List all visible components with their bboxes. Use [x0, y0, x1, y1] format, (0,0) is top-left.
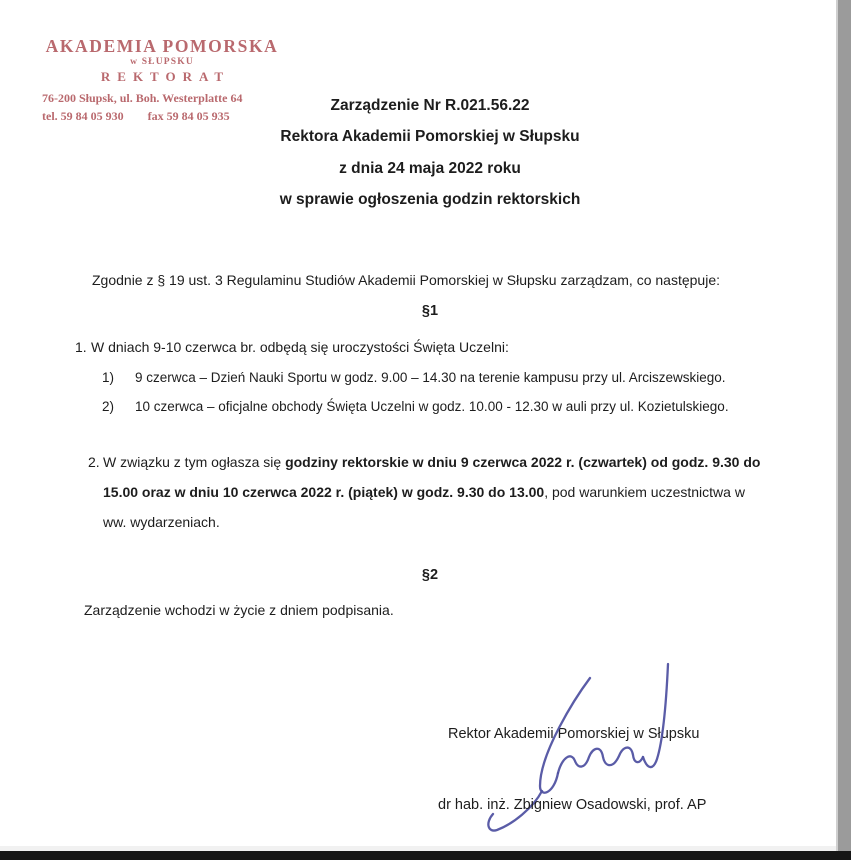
- item2-line2-bold: 15.00 oraz w dniu 10 czerwca 2022 r. (piątek) w godz. 9.30 do 13.00: [103, 484, 545, 500]
- item1-text: W dniach 9-10 czerwca br. odbędą się uroczystości Święta Uczelni:: [91, 339, 509, 355]
- viewer-bottom-bar: [0, 851, 851, 860]
- item2-number: 2.: [88, 454, 100, 470]
- letterhead-address: 76-200 Słupsk, ul. Boh. Westerplatte 64: [42, 91, 243, 105]
- subitem2-number: 2): [102, 399, 115, 414]
- subitem1-text: 9 czerwca – Dzień Nauki Sportu w godz. 9.00 – 14.30 na terenie kampusu przy ul. Arciszewskiego.: [135, 370, 726, 385]
- section2-heading: §2: [421, 567, 439, 583]
- item1-number: 1.: [75, 339, 87, 355]
- document-title: [0, 90, 851, 216]
- signatory-name: dr hab. inż. Zbigniew Osadowski, prof. AP: [438, 797, 707, 813]
- subitem1-number: 1): [102, 370, 115, 385]
- item2-line1-bold: godziny rektorskie w dniu 9 czerwca 2022 r. (czwartek) od godz. 9.30 do: [285, 454, 761, 470]
- letterhead-tel: tel. 59 84 05 930: [42, 109, 124, 123]
- letterhead-fax: fax 59 84 05 935: [147, 109, 230, 123]
- letterhead-university-name: AKADEMIA POMORSKA: [45, 36, 279, 56]
- item2-line2-regular: , pod warunkiem uczestnictwa w: [544, 484, 745, 500]
- letterhead-office: REKTORAT: [100, 69, 231, 84]
- letterhead-city: w SŁUPSKU: [130, 57, 194, 67]
- item2-line1: [103, 452, 760, 472]
- title-line-date: z dnia 24 maja 2022 roku: [339, 159, 521, 177]
- subitem2-text: 10 czerwca – oficjalne obchody Święta Uczelni w godz. 10.00 - 12.30 w auli przy ul. Kozietulskiego.: [135, 399, 729, 414]
- intro-paragraph: Zgodnie z § 19 ust. 3 Regulaminu Studiów Akademii Pomorskiej w Słupsku zarządzam, co następuje:: [92, 272, 720, 288]
- signatory-role: Rektor Akademii Pomorskiej w Słupsku: [448, 726, 700, 742]
- item2-line3: ww. wydarzeniach.: [103, 514, 220, 530]
- section1-heading: §1: [421, 303, 439, 319]
- title-line-subject: w sprawie ogłoszenia godzin rektorskich: [279, 191, 581, 209]
- title-line-number: Zarządzenie Nr R.021.56.22: [330, 97, 530, 114]
- closing-paragraph: Zarządzenie wchodzi w życie z dniem podpisania.: [84, 602, 394, 618]
- viewer-right-edge: [836, 0, 851, 851]
- title-line-issuer: Rektora Akademii Pomorskiej w Słupsku: [280, 128, 580, 146]
- item2-line2: [103, 482, 745, 502]
- item2-line1-regular: W związku z tym ogłasza się: [103, 454, 286, 470]
